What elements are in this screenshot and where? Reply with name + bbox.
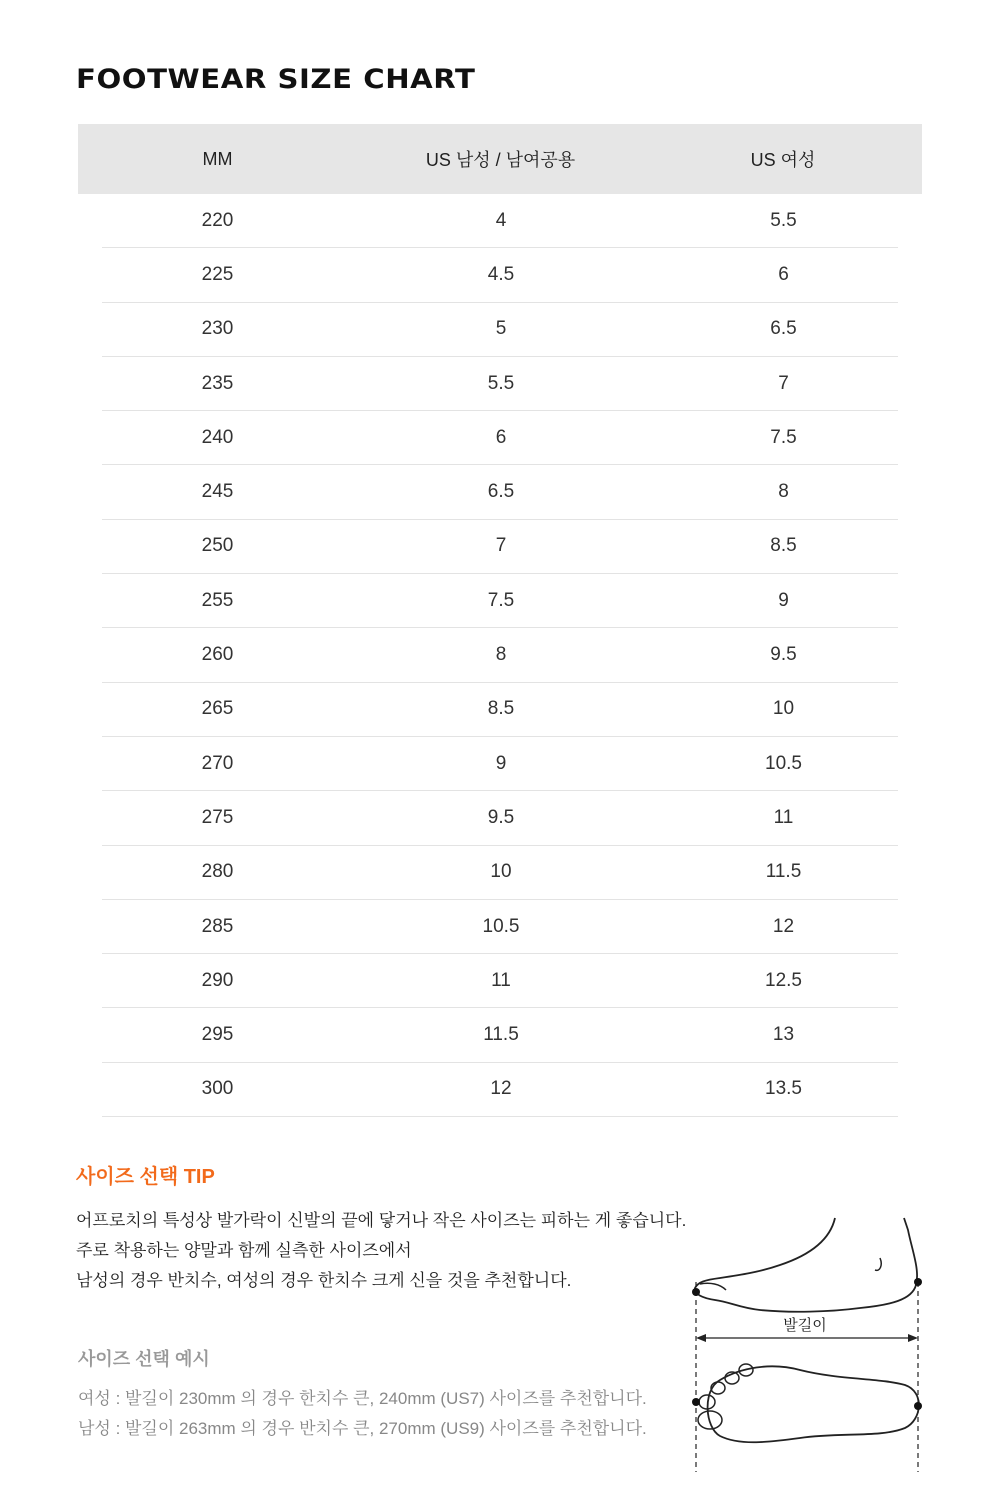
page-title: FOOTWEAR SIZE CHART <box>76 64 476 95</box>
cell-us-men: 10.5 <box>482 915 520 937</box>
cell-us-men: 5.5 <box>487 372 515 394</box>
cell-us-men: 7 <box>495 535 507 557</box>
table-row <box>102 900 898 954</box>
table-body <box>78 194 922 1117</box>
cell-mm: 235 <box>201 372 234 394</box>
table-row <box>102 194 898 248</box>
tip-text <box>76 1206 686 1296</box>
cell-us-men: 7.5 <box>487 589 515 611</box>
tip-title: 사이즈 선택 TIP <box>76 1166 215 1188</box>
table-row <box>102 737 898 791</box>
example-line: 여성 : 발길이 230mm 의 경우 한치수 큰, 240mm (US7) 사이즈를 추천합니다. <box>78 1389 647 1408</box>
table-row <box>102 465 898 519</box>
cell-us-women: 11.5 <box>765 861 802 883</box>
table-row <box>102 628 898 682</box>
cell-us-women: 13 <box>772 1024 795 1046</box>
cell-mm: 240 <box>201 426 234 448</box>
cell-us-women: 13.5 <box>765 1078 802 1100</box>
cell-us-women: 11 <box>773 806 794 828</box>
header-mm: MM <box>202 148 233 169</box>
example-line: 남성 : 발길이 263mm 의 경우 반치수 큰, 270mm (US9) 사이즈를 추천합니다. <box>78 1419 647 1438</box>
table-row <box>102 1008 898 1062</box>
foot-length-label: 발길이 <box>783 1316 827 1334</box>
cell-us-women: 10 <box>772 698 795 720</box>
table-row <box>102 954 898 1008</box>
cell-us-women: 9 <box>778 589 789 611</box>
cell-us-men: 12 <box>490 1078 512 1100</box>
table-row <box>102 357 898 411</box>
cell-mm: 255 <box>201 589 234 611</box>
cell-us-women: 7 <box>778 372 789 394</box>
cell-mm: 245 <box>201 481 234 503</box>
tip-line: 어프로치의 특성상 발가락이 신발의 끝에 닿거나 작은 사이즈는 피하는 게 좋습니다. <box>76 1211 687 1230</box>
table-row <box>102 411 898 465</box>
table-row <box>102 520 898 574</box>
cell-us-women: 12.5 <box>765 969 802 991</box>
cell-us-men: 6.5 <box>487 481 515 503</box>
cell-us-men: 9 <box>495 752 507 774</box>
cell-us-men: 9.5 <box>487 806 515 828</box>
cell-us-women: 9.5 <box>770 644 797 666</box>
cell-us-women: 10.5 <box>765 752 802 774</box>
table-row <box>102 303 898 357</box>
cell-mm: 280 <box>201 861 234 883</box>
cell-us-women: 5.5 <box>770 209 797 231</box>
cell-us-men: 11 <box>491 969 511 991</box>
cell-mm: 290 <box>201 969 234 991</box>
cell-us-women: 7.5 <box>770 426 797 448</box>
table-row <box>102 683 898 737</box>
table-row <box>102 574 898 628</box>
tip-line: 남성의 경우 반치수, 여성의 경우 한치수 크게 신을 것을 추천합니다. <box>76 1271 572 1290</box>
cell-mm: 265 <box>201 698 234 720</box>
cell-us-men: 8 <box>495 644 507 666</box>
cell-us-men: 10 <box>490 861 512 883</box>
cell-us-men: 6 <box>495 426 507 448</box>
cell-us-women: 6 <box>778 263 789 285</box>
cell-mm: 225 <box>201 263 234 285</box>
table-row <box>102 846 898 900</box>
cell-us-men: 4 <box>495 209 507 231</box>
cell-us-men: 5 <box>495 318 507 340</box>
table-row <box>102 248 898 302</box>
cell-mm: 220 <box>201 209 234 231</box>
table-row <box>102 1063 898 1117</box>
table-header <box>78 124 922 194</box>
cell-us-men: 4.5 <box>487 263 515 285</box>
example-text <box>78 1384 647 1444</box>
header-us-women: US 여성 <box>750 150 816 170</box>
cell-us-women: 8 <box>778 481 789 503</box>
cell-us-women: 8.5 <box>770 535 797 557</box>
example-title: 사이즈 선택 예시 <box>78 1349 210 1369</box>
cell-us-men: 11.5 <box>483 1024 519 1046</box>
cell-us-women: 12 <box>772 915 795 937</box>
cell-mm: 285 <box>201 915 234 937</box>
foot-measurement-icon <box>680 1210 930 1480</box>
cell-mm: 270 <box>201 752 234 774</box>
size-table <box>78 124 922 1117</box>
tip-line: 주로 착용하는 양말과 함께 실측한 사이즈에서 <box>76 1241 412 1260</box>
cell-us-women: 6.5 <box>770 318 797 340</box>
cell-mm: 260 <box>201 644 234 666</box>
header-us-men: US 남성 / 남여공용 <box>425 150 576 170</box>
cell-mm: 250 <box>201 535 234 557</box>
table-row <box>102 791 898 845</box>
cell-mm: 295 <box>201 1024 234 1046</box>
cell-mm: 275 <box>201 806 234 828</box>
cell-us-men: 8.5 <box>487 698 515 720</box>
cell-mm: 300 <box>201 1078 234 1100</box>
cell-mm: 230 <box>201 318 234 340</box>
